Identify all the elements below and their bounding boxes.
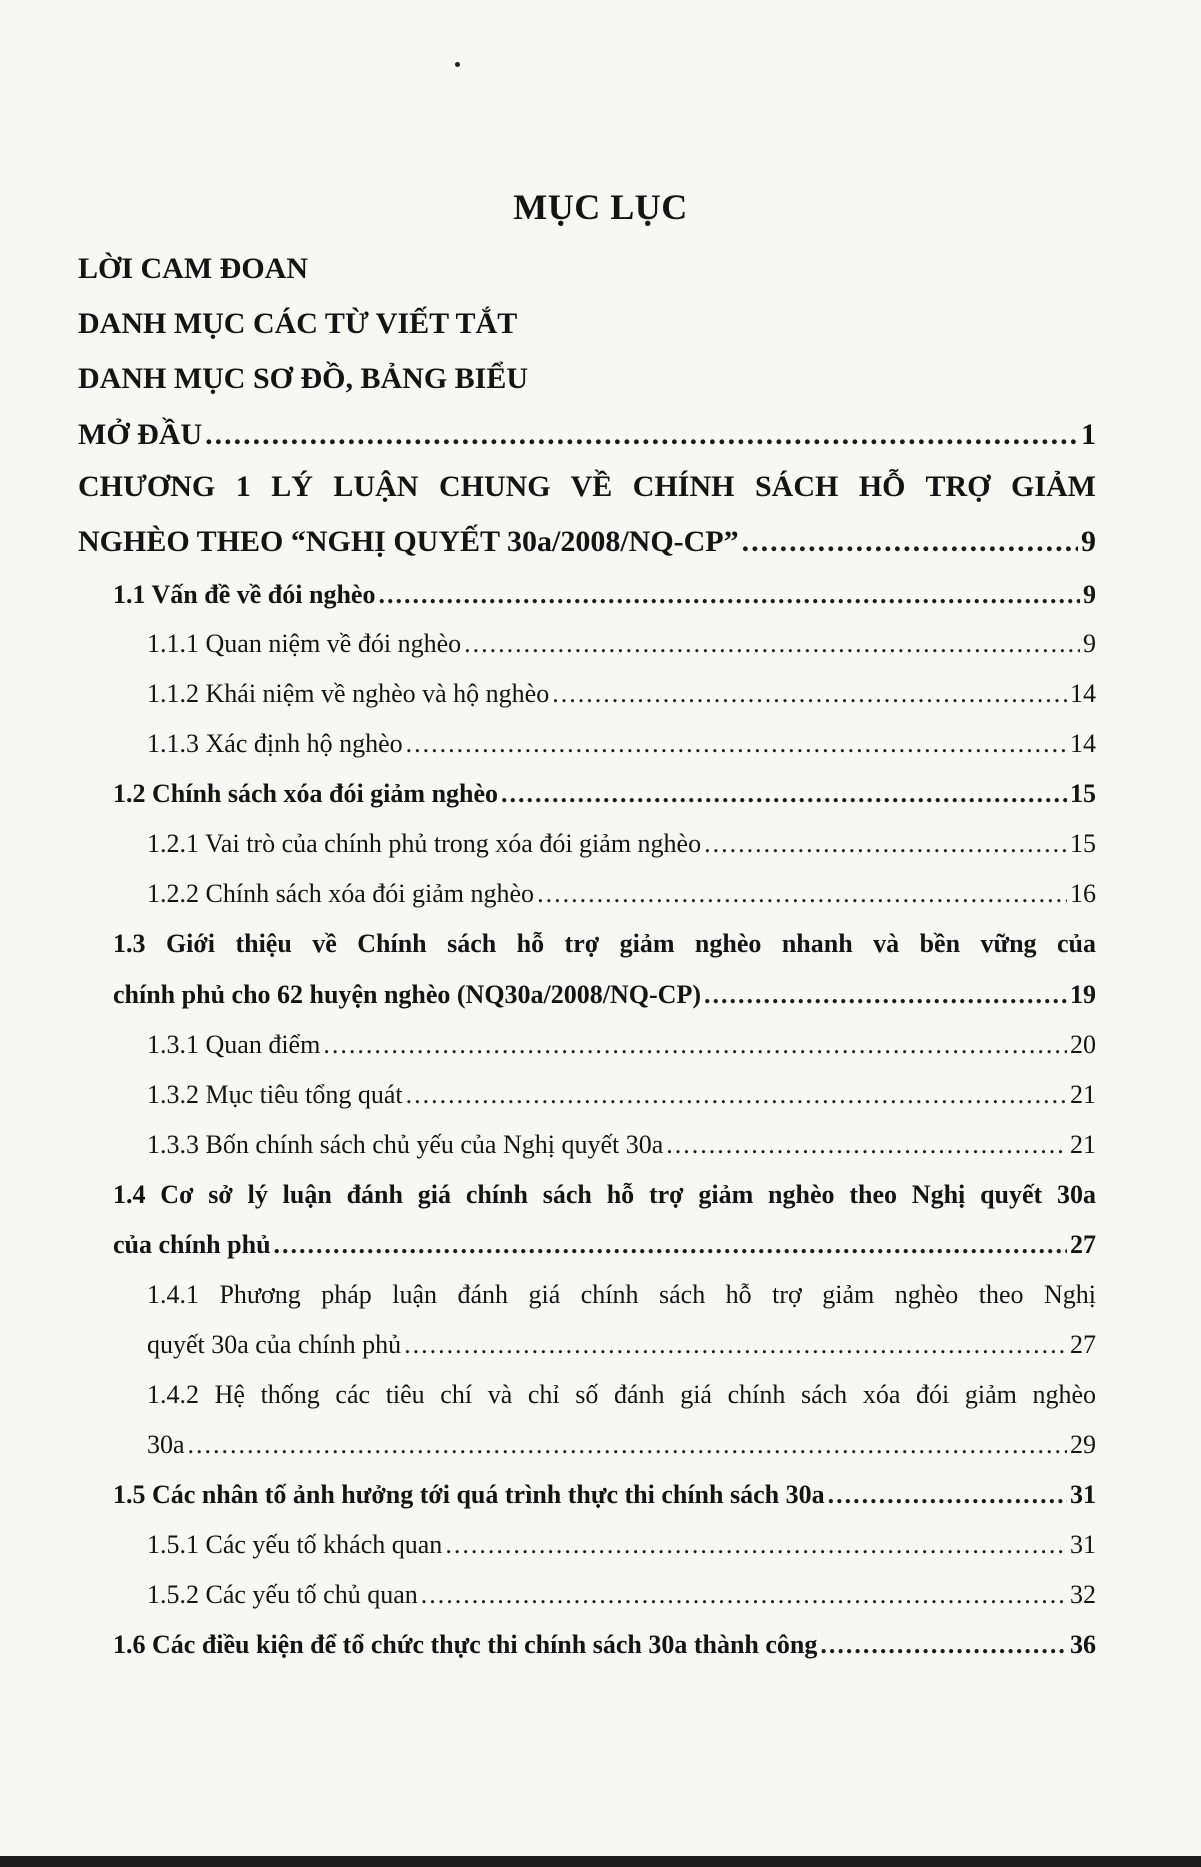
dot-leader	[188, 1430, 1067, 1460]
toc-page-number: 36	[1070, 1630, 1096, 1659]
toc-page-number: 32	[1070, 1580, 1096, 1609]
toc-entry-1-5	[113, 1480, 1096, 1524]
toc-chapter-1-line1: CHƯƠNG 1 LÝ LUẬN CHUNG VỀ CHÍNH SÁCH HỖ TRỢ GIẢM	[78, 470, 1096, 503]
dot-leader	[666, 1130, 1067, 1160]
toc-page-number: 9	[1081, 525, 1096, 558]
toc-entry-1-4	[113, 1230, 1096, 1274]
toc-entry-1-3	[113, 980, 1096, 1024]
toc-label: 1.2.1 Vai trò của chính phủ trong xóa đói giảm nghèo	[147, 829, 702, 858]
toc-page-number: 16	[1070, 879, 1096, 908]
toc-label: 1.3.2 Mục tiêu tổng quát	[147, 1080, 403, 1109]
toc-page-number: 9	[1083, 629, 1096, 658]
toc-entry-1-2	[113, 779, 1096, 823]
toc-label: MỞ ĐẦU	[78, 418, 203, 451]
toc-label: 1.2.2 Chính sách xóa đói giảm nghèo	[147, 879, 535, 908]
toc-label: 1.5.1 Các yếu tố khách quan	[147, 1530, 443, 1559]
toc-entry-1-5-2	[147, 1580, 1096, 1624]
toc-page-number: 29	[1070, 1430, 1096, 1459]
toc-label: LỜI CAM ĐOAN	[78, 252, 308, 285]
dot-leader	[820, 1630, 1067, 1660]
toc-page-number: 27	[1070, 1330, 1096, 1359]
toc-label: quyết 30a của chính phủ	[147, 1330, 402, 1359]
toc-page-number: 14	[1070, 679, 1096, 708]
dot-leader	[445, 1530, 1067, 1560]
dot-leader	[323, 1030, 1067, 1060]
toc-page-number: 15	[1070, 779, 1096, 808]
toc-page-number: 27	[1070, 1230, 1096, 1259]
scan-bottom-edge	[0, 1856, 1201, 1867]
dot-leader	[828, 1480, 1067, 1510]
toc-entry-chapter-1	[78, 525, 1096, 569]
dot-leader	[406, 1080, 1067, 1110]
toc-1-4-2-line1: 1.4.2 Hệ thống các tiêu chí và chỉ số đánh giá chính sách xóa đói giảm nghèo	[147, 1380, 1096, 1409]
toc-page-number: 31	[1070, 1530, 1096, 1559]
toc-entry-1-6	[113, 1630, 1096, 1674]
toc-label: DANH MỤC SƠ ĐỒ, BẢNG BIỂU	[78, 362, 529, 395]
toc-label: 30a	[147, 1430, 185, 1459]
toc-entry-1-4-2	[147, 1430, 1096, 1474]
toc-entry-1-3-2	[147, 1080, 1096, 1124]
toc-label: 1.2 Chính sách xóa đói giảm nghèo	[113, 779, 499, 808]
toc-label: 1.5 Các nhân tố ảnh hưởng tới quá trình thực thi chính sách 30a	[113, 1480, 825, 1509]
dot-leader	[537, 879, 1067, 909]
toc-entry-1-3-1	[147, 1030, 1096, 1074]
scan-speck	[455, 62, 460, 67]
toc-page-number: 19	[1070, 980, 1096, 1009]
page-title: MỤC LỤC	[513, 187, 688, 227]
toc-entry-1-4-1	[147, 1330, 1096, 1374]
toc-label: 1.3.3 Bốn chính sách chủ yếu của Nghị quyết 30a	[147, 1130, 664, 1159]
toc-label: 1.5.2 Các yếu tố chủ quan	[147, 1580, 418, 1609]
toc-label: 1.6 Các điều kiện để tổ chức thực thi chính sách 30a thành công	[113, 1630, 818, 1659]
toc-page-number: 31	[1070, 1480, 1096, 1509]
toc-label: DANH MỤC CÁC TỪ VIẾT TẮT	[78, 307, 518, 340]
toc-entry-declaration	[78, 252, 308, 296]
toc-label: 1.1 Vấn đề về đói nghèo	[113, 580, 376, 609]
toc-page-number: 21	[1070, 1080, 1096, 1109]
dot-leader	[274, 1230, 1067, 1260]
dot-leader	[742, 525, 1078, 559]
toc-label: 1.1.1 Quan niệm về đói nghèo	[147, 629, 462, 658]
toc-label: của chính phủ	[113, 1230, 271, 1259]
toc-1-3-line1: 1.3 Giới thiệu về Chính sách hỗ trợ giảm nghèo nhanh và bền vững của	[113, 929, 1096, 958]
toc-entry-1-1-1	[147, 629, 1096, 673]
dot-leader	[501, 779, 1067, 809]
toc-1-4-line1: 1.4 Cơ sở lý luận đánh giá chính sách hỗ trợ giảm nghèo theo Nghị quyết 30a	[113, 1180, 1096, 1209]
toc-entry-1-2-2	[147, 879, 1096, 923]
toc-page-number: 20	[1070, 1030, 1096, 1059]
toc-entry-1-1-2	[147, 679, 1096, 723]
toc-entry-figures	[78, 362, 528, 406]
toc-label: 1.3.1 Quan điểm	[147, 1030, 321, 1059]
toc-label: chính phủ cho 62 huyện nghèo (NQ30a/2008/NQ-CP)	[113, 980, 701, 1009]
toc-label: 1.1.2 Khái niệm về nghèo và hộ nghèo	[147, 679, 550, 708]
dot-leader	[704, 829, 1067, 859]
toc-page-number: 1	[1081, 418, 1096, 451]
toc-page-number: 15	[1070, 829, 1096, 858]
dot-leader	[406, 729, 1067, 759]
toc-page-number: 14	[1070, 729, 1096, 758]
dot-leader	[404, 1330, 1067, 1360]
toc-entry-abbreviations	[78, 307, 517, 351]
toc-label: NGHÈO THEO “NGHỊ QUYẾT 30a/2008/NQ-CP”	[78, 525, 739, 558]
dot-leader	[704, 980, 1067, 1010]
toc-entry-1-1	[113, 580, 1096, 624]
toc-entry-1-1-3	[147, 729, 1096, 773]
dot-leader	[464, 629, 1080, 659]
toc-entry-1-5-1	[147, 1530, 1096, 1574]
dot-leader	[378, 580, 1080, 610]
toc-page-number: 9	[1083, 580, 1096, 609]
toc-label: 1.1.3 Xác định hộ nghèo	[147, 729, 403, 758]
toc-entry-1-3-3	[147, 1130, 1096, 1174]
dot-leader	[421, 1580, 1067, 1610]
toc-page-number: 21	[1070, 1130, 1096, 1159]
dot-leader	[205, 418, 1078, 452]
dot-leader	[552, 679, 1067, 709]
toc-entry-intro	[78, 418, 1096, 462]
toc-1-4-1-line1: 1.4.1 Phương pháp luận đánh giá chính sách hỗ trợ giảm nghèo theo Nghị	[147, 1280, 1096, 1309]
toc-entry-1-2-1	[147, 829, 1096, 873]
